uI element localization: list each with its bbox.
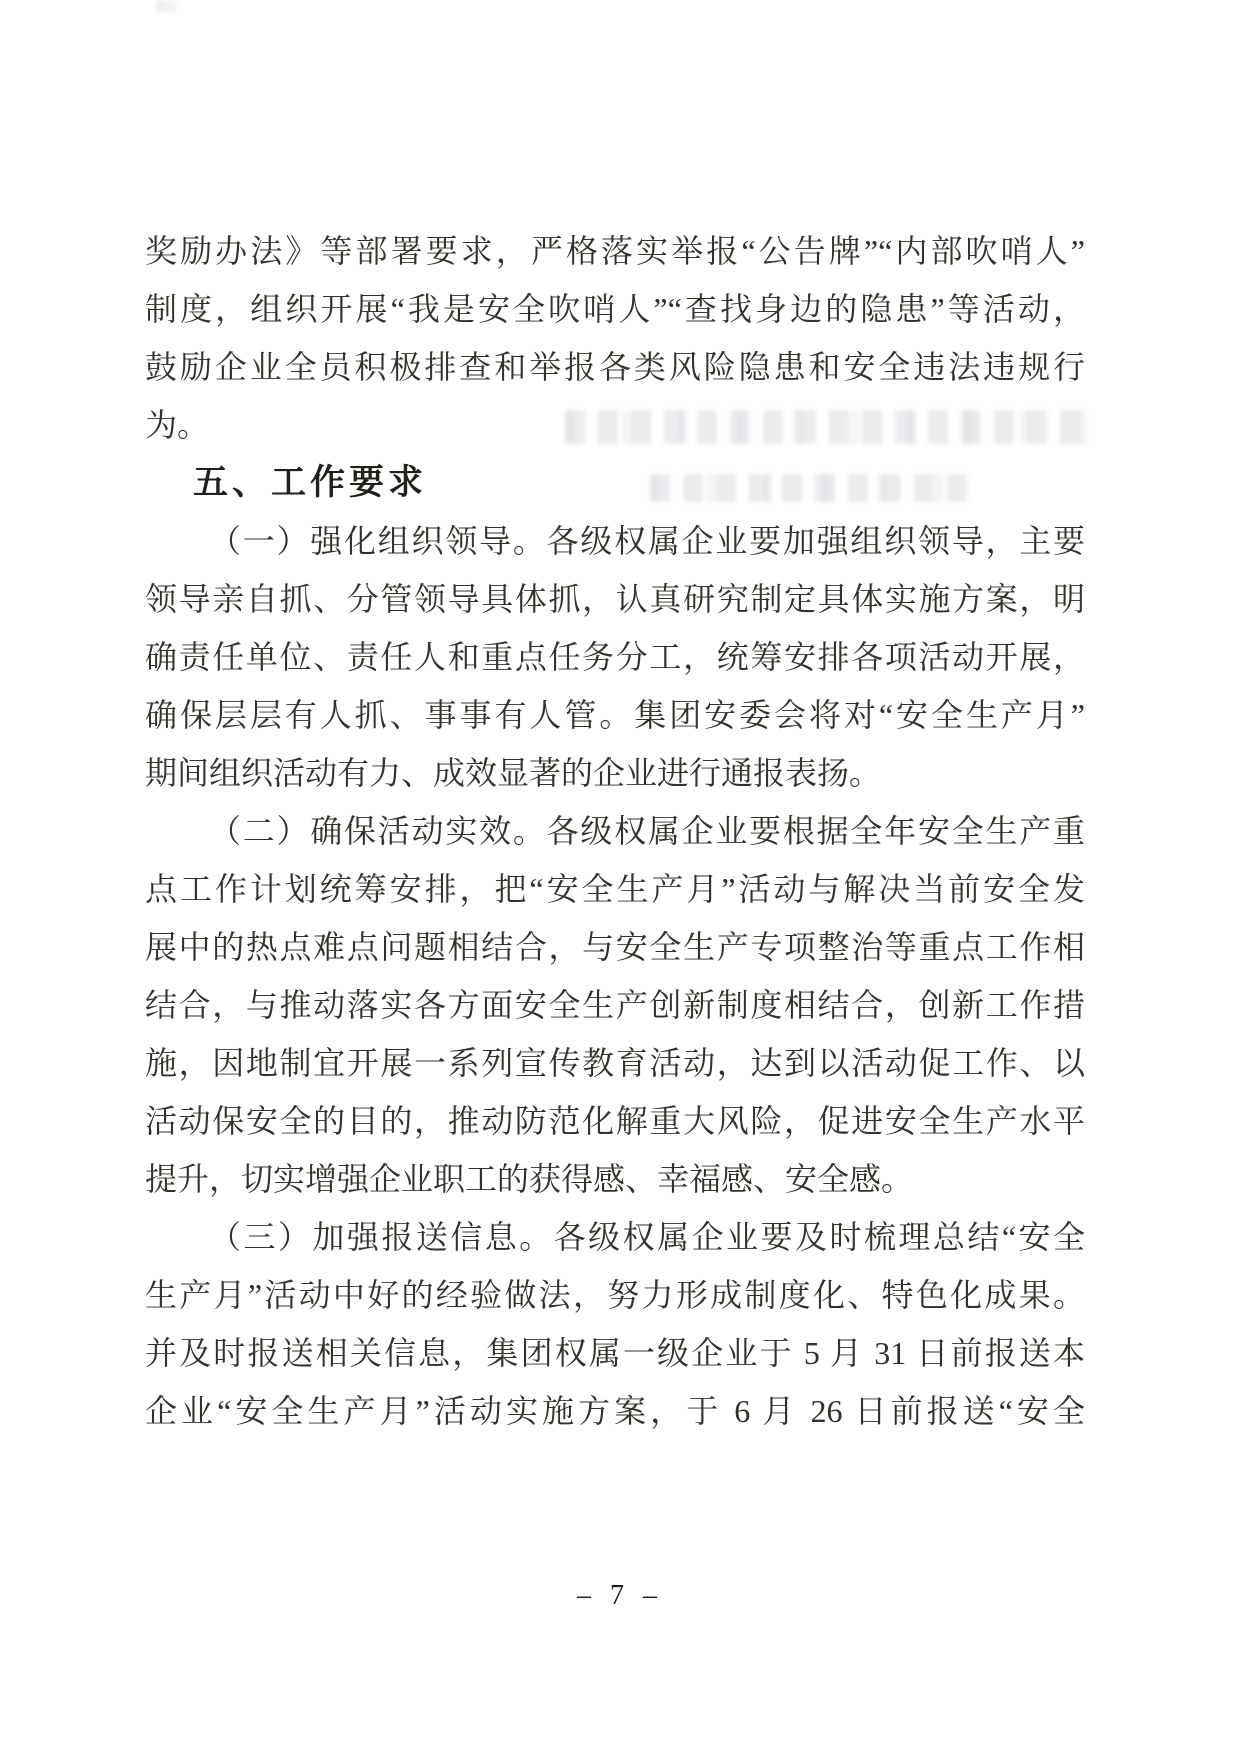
- body-line: 鼓励企业全员积极排查和举报各类风险隐患和安全违法违规行: [145, 349, 1085, 385]
- body-line: （三）加强报送信息。各级权属企业要及时梳理总结“安全: [209, 1219, 1085, 1255]
- body-line: 结合，与推动落实各方面安全生产创新制度相结合，创新工作措: [145, 987, 1085, 1023]
- body-line: （二）确保活动实效。各级权属企业要根据全年安全生产重: [209, 813, 1085, 849]
- body-line: 确责任单位、责任人和重点任务分工，统筹安排各项活动开展，: [145, 639, 1085, 675]
- page-number: – 7 –: [577, 1580, 663, 1611]
- body-line: （一）强化组织领导。各级权属企业要加强组织领导，主要: [209, 523, 1085, 559]
- document-body: [145, 222, 1085, 1440]
- body-line: 提升，切实增强企业职工的获得感、幸福感、安全感。: [145, 1161, 914, 1197]
- body-line: 期间组织活动有力、成效显著的企业进行通报表扬。: [145, 755, 882, 791]
- body-line: 活动保安全的目的，推动防范化解重大风险，促进安全生产水平: [145, 1103, 1085, 1139]
- body-line: 企业“安全生产月”活动实施方案，于 6 月 26 日前报送“安全: [145, 1393, 1085, 1429]
- body-line: 生产月”活动中好的经验做法，努力形成制度化、特色化成果。: [145, 1277, 1085, 1313]
- page-footer: [0, 1580, 1240, 1612]
- body-line: 领导亲自抓、分管领导具体抓，认真研究制定具体实施方案，明: [145, 581, 1085, 617]
- body-line: 展中的热点难点问题相结合，与安全生产专项整治等重点工作相: [145, 929, 1085, 965]
- section-heading: 五、工作要求: [193, 463, 428, 502]
- scan-smudge-artifact: [156, 0, 180, 12]
- body-line: 确保层层有人抓、事事有人管。集团安委会将对“安全生产月”: [145, 697, 1085, 733]
- body-line: 点工作计划统筹安排，把“安全生产月”活动与解决当前安全发: [145, 871, 1085, 907]
- body-line: 奖励办法》等部署要求，严格落实举报“公告牌”“内部吹哨人”: [145, 233, 1085, 269]
- body-line: 制度，组织开展“我是安全吹哨人”“查找身边的隐患”等活动，: [145, 291, 1085, 327]
- body-line: 施，因地制宜开展一系列宣传教育活动，达到以活动促工作、以: [145, 1045, 1085, 1081]
- body-line: 并及时报送相关信息，集团权属一级企业于 5 月 31 日前报送本: [145, 1335, 1085, 1371]
- body-line: 为。: [145, 407, 210, 443]
